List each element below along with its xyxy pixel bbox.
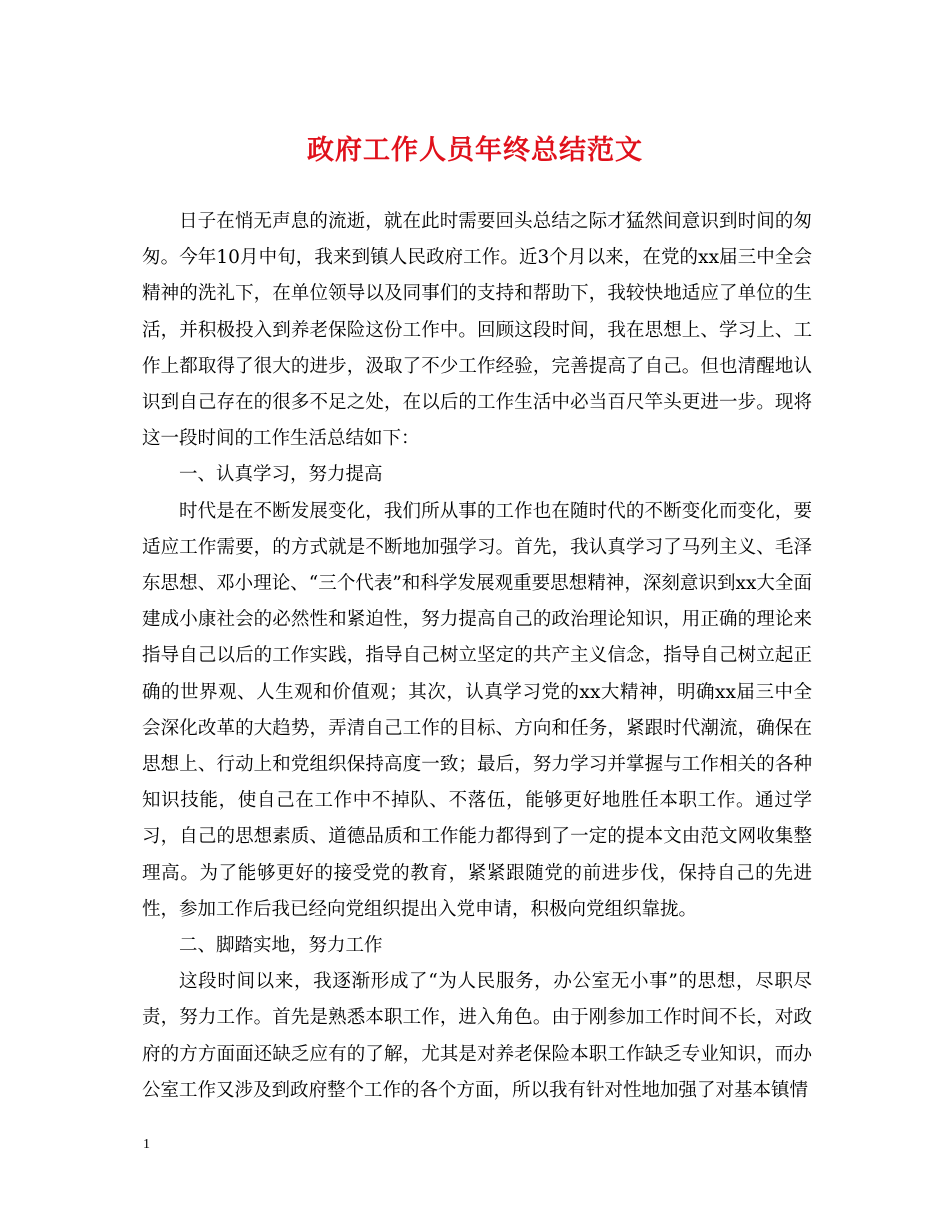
section-heading-1: 一、认真学习，努力提高 <box>179 464 383 486</box>
document-body <box>142 204 812 1109</box>
page-number: 1 <box>143 1137 150 1152</box>
section-paragraph-1: 时代是在不断发展变化，我们所从事的工作也在随时代的不断变化而变化，要适应工作需要，的方式就是不断地加强学习。首先，我认真学习了马列主义、毛泽东思想、邓小理论、“三个代表”和科学发展观重要思想精神，深刻意识到xx大全面建成小康社会的必然性和紧迫性，努力提高自己的政治理论知识，用正确的理论来指导自己以后的工作实践，指导自己树立坚定的共产主义信念，指导自己树立起正确的世界观、人生观和价值观；其次，认真学习党的xx大精神，明确xx届三中全会深化改革的大趋势，弄清自己工作的目标、方向和任务，紧跟时代潮流，确保在思想上、行动上和党组织保持高度一致；最后，努力学习并掌握与工作相关的各种知识技能，使自己在工作中不掉队、不落伍，能够更好地胜任本职工作。通过学习，自己的思想素质、道德品质和工作能力都得到了一定的提本文由范文网收集整理高。为了能够更好的接受党的教育，紧紧跟随党的前进步伐，保持自己的先进性，参加工作后我已经向党组织提出入党申请，积极向党组织靠拢。 <box>142 500 812 920</box>
intro-paragraph: 日子在悄无声息的流逝，就在此时需要回头总结之际才猛然间意识到时间的匆匆。今年10月中旬，我来到镇人民政府工作。近3个月以来，在党的xx届三中全会精神的洗礼下，在单位领导以及同事们的支持和帮助下，我较快地适应了单位的生活，并积极投入到养老保险这份工作中。回顾这段时间，我在思想上、学习上、工作上都取得了很大的进步，汲取了不少工作经验，完善提高了自己。但也清醒地认识到自己存在的很多不足之处，在以后的工作生活中必当百尺竿头更进一步。现将这一段时间的工作生活总结如下： <box>142 211 812 450</box>
document-title: 政府工作人员年终总结范文 <box>307 135 643 166</box>
section-paragraph-2: 这段时间以来，我逐渐形成了“为人民服务，办公室无小事”的思想，尽职尽责，努力工作。首先是熟悉本职工作，进入角色。由于刚参加工作时间不长，对政府的方方面面还缺乏应有的了解，尤其是对养老保险本职工作缺乏专业知识，而办公室工作又涉及到政府整个工作的各个方面，所以我有针对性地加强了对基本镇情 <box>142 971 812 1101</box>
section-heading-2: 二、脚踏实地，努力工作 <box>179 935 383 957</box>
